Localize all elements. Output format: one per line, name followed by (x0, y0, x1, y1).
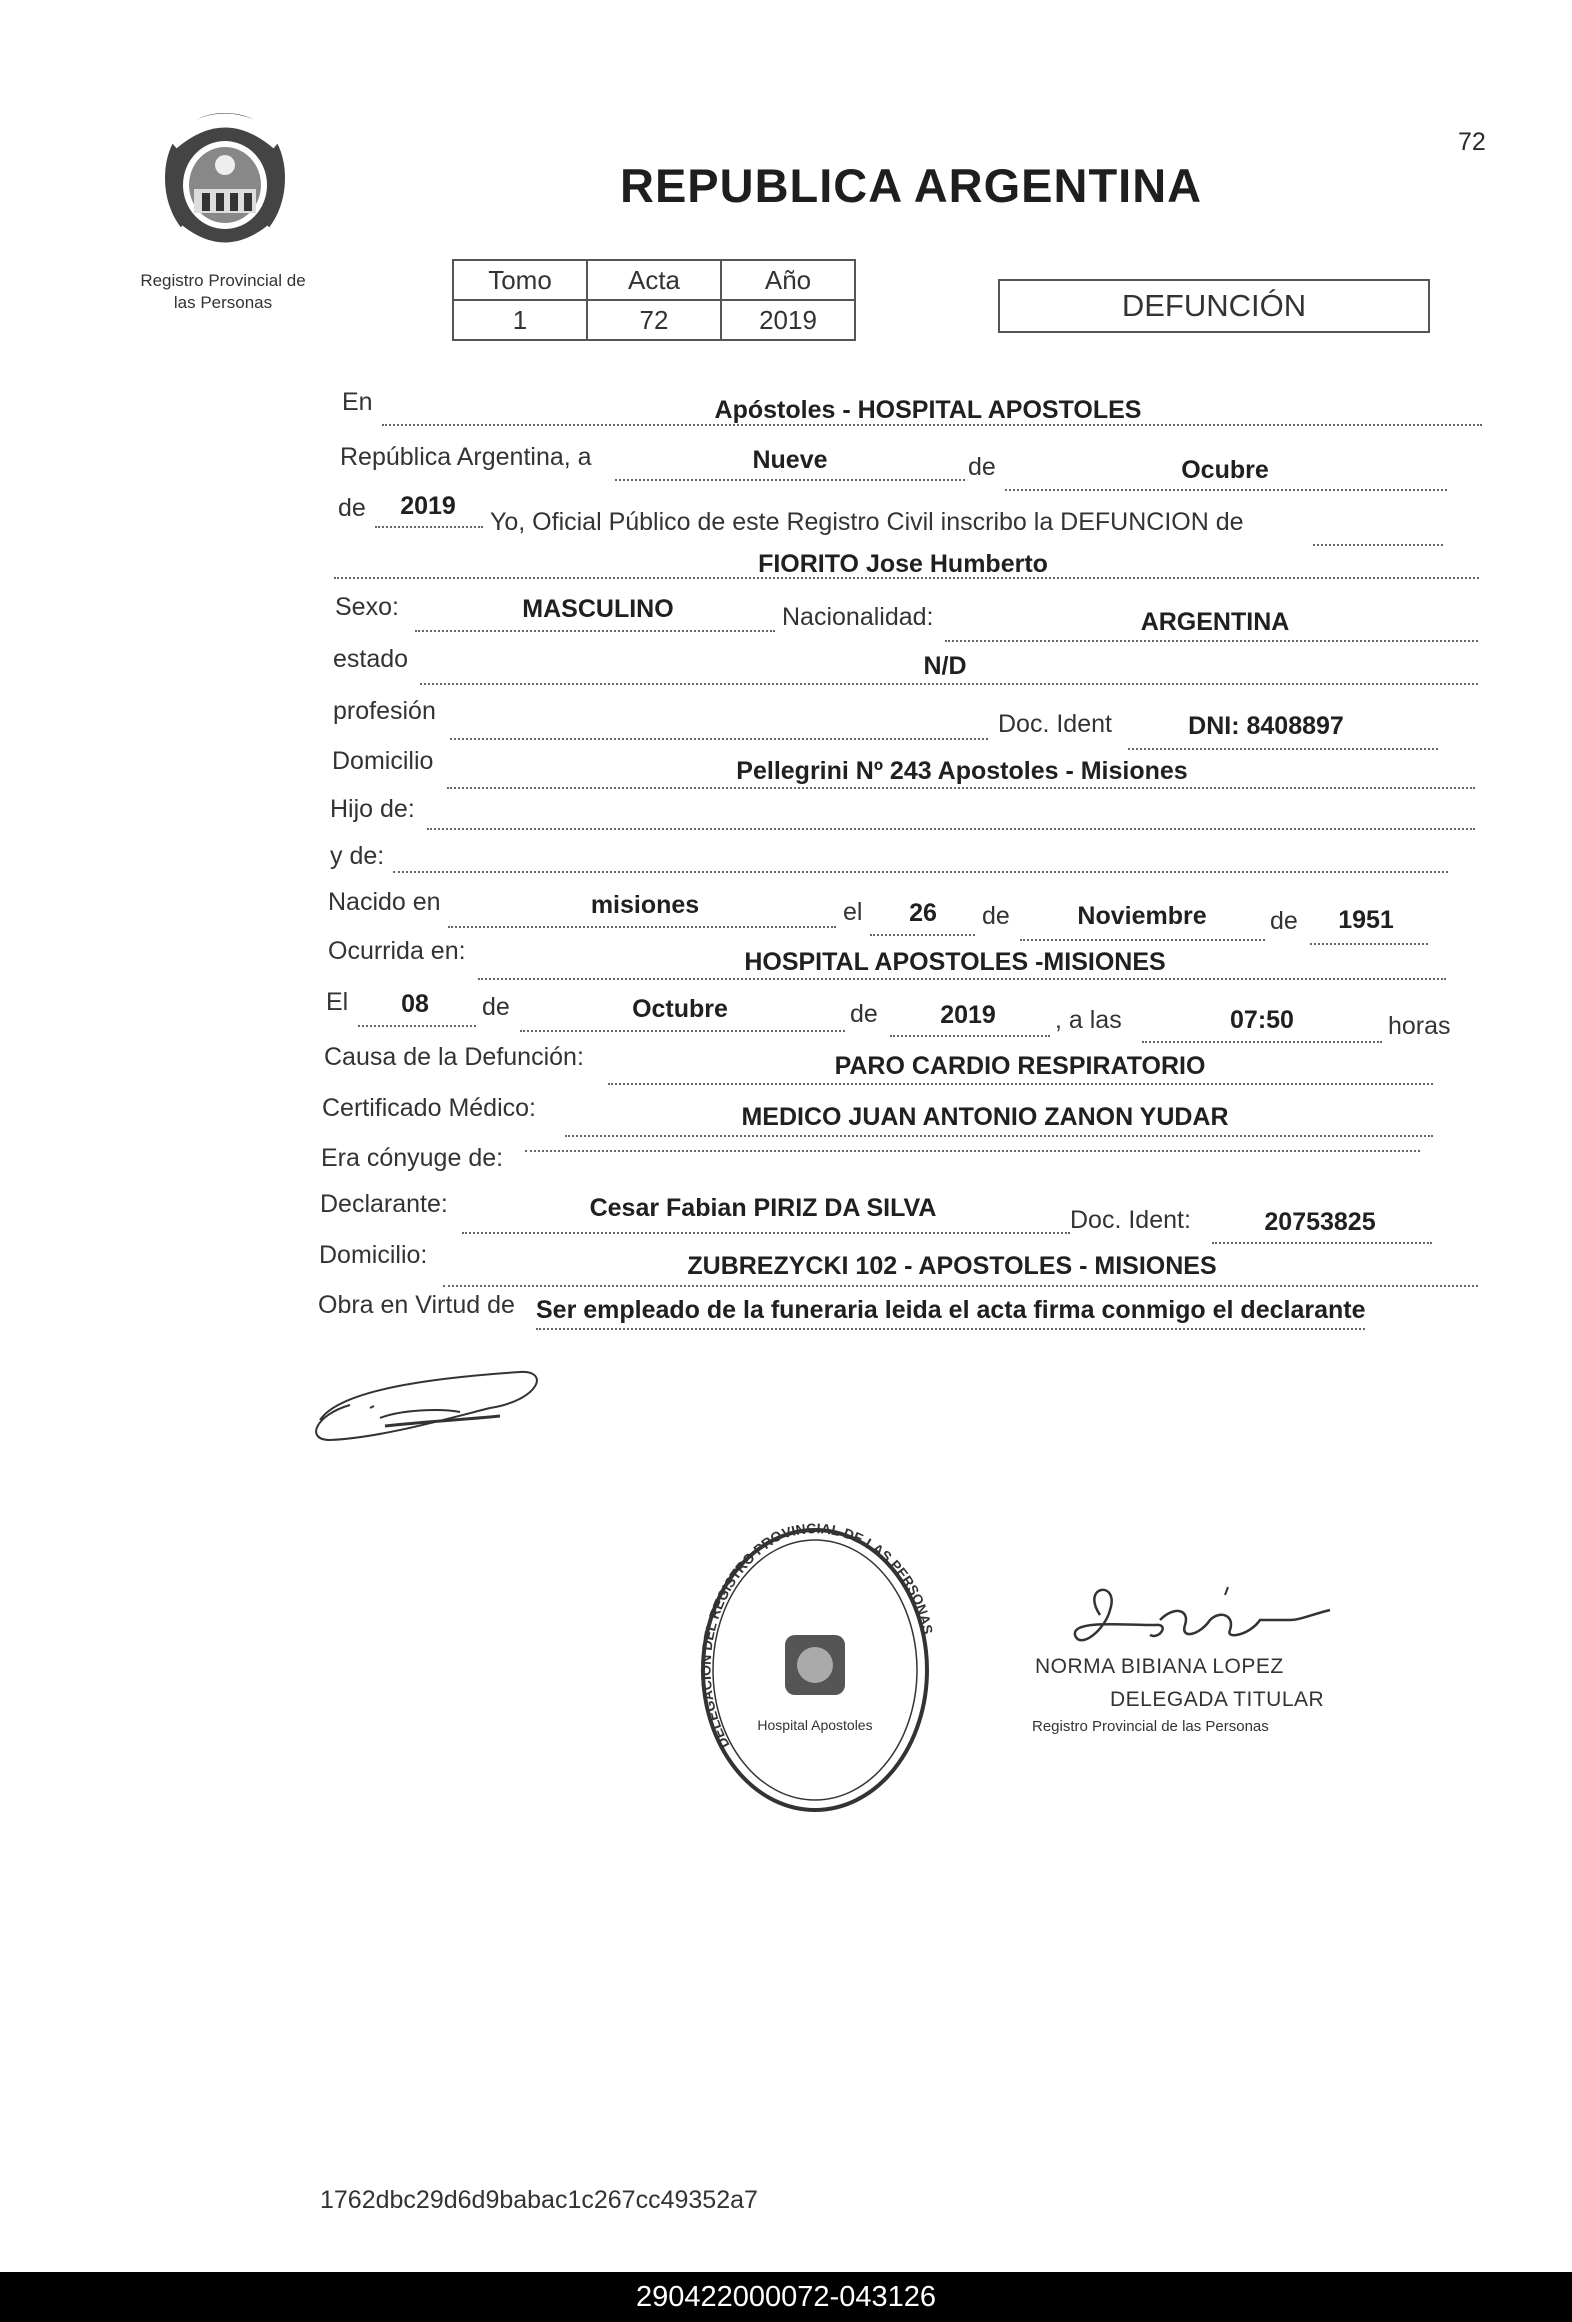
death-day: 08 (401, 990, 429, 1018)
acta-table (452, 259, 856, 341)
domicilio2-label: Domicilio: (319, 1241, 428, 1269)
acta-table-value-row (453, 300, 855, 340)
registry-line-2: las Personas (173, 293, 273, 312)
de-label-6: de (850, 1000, 878, 1028)
certificado-value: MEDICO JUAN ANTONIO ZANON YUDAR (741, 1103, 1229, 1131)
document-hash: 1762dbc29d6d9babac1c267cc49352a7 (320, 2186, 758, 2214)
de-label-1: de (968, 453, 996, 481)
record-type-box (998, 279, 1430, 333)
page-number: 72 (1458, 128, 1486, 156)
registry-line-1: Registro Provincial de (140, 271, 306, 290)
death-year: 2019 (940, 1001, 996, 1029)
acta-value-ano: 2019 (721, 300, 855, 340)
birth-day-dotted-line (870, 934, 975, 936)
day-dotted-line (615, 479, 965, 481)
statement-dotted-line (1313, 544, 1443, 546)
causa-dotted-line (608, 1083, 1433, 1085)
death-month-dotted-line (520, 1030, 845, 1032)
certificado-dotted-line (565, 1135, 1433, 1137)
el2-label: El (326, 988, 349, 1016)
alas-label: , a las (1055, 1006, 1122, 1034)
conyuge-dotted-line (525, 1150, 1420, 1152)
birth-year: 1951 (1338, 906, 1394, 934)
yde-dotted-line (393, 871, 1448, 873)
barcode-footer (0, 2272, 1572, 2322)
domicilio-dotted-line (447, 787, 1475, 789)
profesion-label: profesión (333, 697, 436, 725)
record-type: DEFUNCIÓN (1121, 288, 1307, 323)
obra-value: Ser empleado de la funeraria leida el acta firma conmigo el declarante (536, 1296, 1365, 1330)
obra-label: Obra en Virtud de (318, 1291, 515, 1319)
barcode-text: 290422000072-043126 (636, 2280, 936, 2313)
domicilio-value: Pellegrini Nº 243 Apostoles - Misiones (736, 757, 1188, 785)
acta-header-ano: Año (721, 260, 855, 300)
sexo-value: MASCULINO (522, 595, 674, 623)
conyuge-label: Era cónyuge de: (321, 1144, 504, 1172)
de-label-4: de (1270, 907, 1298, 935)
en-value: Apóstoles - HOSPITAL APOSTOLES (714, 396, 1142, 424)
acta-header-acta: Acta (587, 260, 721, 300)
doc-ident-value: DNI: 8408897 (1188, 712, 1344, 740)
horas-label: horas (1388, 1012, 1451, 1040)
hijo-label: Hijo de: (330, 795, 415, 823)
domicilio-label: Domicilio (332, 747, 434, 775)
declarante-value: Cesar Fabian PIRIZ DA SILVA (589, 1194, 937, 1222)
month-text: Ocubre (1181, 456, 1269, 484)
acta-header-tomo: Tomo (453, 260, 587, 300)
acta-value-acta: 72 (587, 300, 721, 340)
year-dotted-line (375, 526, 483, 528)
estado-dotted-line (420, 683, 1478, 685)
profesion-dotted-line (450, 738, 988, 740)
nacido-label: Nacido en (328, 888, 441, 916)
acta-table-header-row (453, 260, 855, 300)
causa-label: Causa de la Defunción: (324, 1043, 584, 1071)
acta-value-tomo: 1 (453, 300, 587, 340)
estado-value: N/D (923, 652, 967, 680)
domicilio2-value: ZUBREZYCKI 102 - APOSTOLES - MISIONES (687, 1252, 1217, 1280)
de-label-5: de (482, 993, 510, 1021)
sexo-label: Sexo: (335, 593, 399, 621)
certificado-label: Certificado Médico: (322, 1094, 536, 1122)
nacionalidad-label: Nacionalidad: (782, 603, 934, 631)
declarante-dotted-line (462, 1232, 1070, 1234)
birth-year-dotted-line (1310, 943, 1428, 945)
death-time-dotted-line (1142, 1041, 1382, 1043)
ocurrida-value: HOSPITAL APOSTOLES -MISIONES (744, 948, 1166, 976)
ocurrida-dotted-line (478, 978, 1446, 980)
death-year-dotted-line (890, 1035, 1050, 1037)
declarante-label: Declarante: (320, 1190, 448, 1218)
seal-text: DELEGACION DEL REGISTRO PROVINCIAL DE LAS PERSONAS (697, 1520, 937, 1752)
el-label: el (843, 898, 863, 926)
en-label: En (342, 388, 373, 416)
nacionalidad-dotted-line (945, 640, 1478, 642)
de-label-2: de (338, 494, 366, 522)
estado-label: estado (333, 645, 409, 673)
republica-label: República Argentina, a (340, 443, 592, 471)
de-label-3: de (982, 902, 1010, 930)
seal-inner-text: Hospital Apostoles (757, 1717, 873, 1733)
hijo-dotted-line (427, 828, 1475, 830)
official-name: NORMA BIBIANA LOPEZ (1035, 1655, 1284, 1678)
birth-month-dotted-line (1020, 939, 1265, 941)
deceased-name: FIORITO Jose Humberto (758, 550, 1048, 578)
document-title: REPUBLICA ARGENTINA (620, 159, 1203, 212)
ocurrida-label: Ocurrida en: (328, 937, 466, 965)
doc-ident-dotted-line (1128, 748, 1438, 750)
sexo-dotted-line (415, 630, 775, 632)
statement-text: Yo, Oficial Público de este Registro Civil inscribo la DEFUNCION de (490, 508, 1244, 536)
nacionalidad-value: ARGENTINA (1140, 608, 1290, 636)
death-time: 07:50 (1230, 1006, 1294, 1034)
domicilio2-dotted-line (443, 1285, 1478, 1287)
doc-ident2-label: Doc. Ident: (1070, 1206, 1191, 1234)
causa-value: PARO CARDIO RESPIRATORIO (834, 1052, 1206, 1080)
official-role: DELEGADA TITULAR (1110, 1688, 1325, 1711)
death-month: Octubre (632, 995, 728, 1023)
declarant-signature (310, 1360, 550, 1470)
nacido-dotted-line (448, 926, 836, 928)
day-text: Nueve (752, 446, 828, 474)
month-dotted-line (1005, 489, 1447, 491)
doc-ident-label: Doc. Ident (998, 710, 1112, 738)
death-day-dotted-line (358, 1025, 476, 1027)
doc-ident2-dotted-line (1212, 1242, 1432, 1244)
official-institution: Registro Provincial de las Personas (1032, 1718, 1269, 1735)
registry-seal (690, 1515, 940, 1825)
provincia-de-misiones-coat-of-arms-icon (150, 103, 300, 263)
registry-name (118, 270, 328, 314)
birth-day: 26 (909, 899, 937, 927)
yde-label: y de: (330, 842, 385, 870)
nacido-place: misiones (590, 891, 700, 919)
doc-ident2-value: 20753825 (1264, 1208, 1376, 1236)
birth-month: Noviembre (1077, 902, 1207, 930)
year-value: 2019 (400, 492, 456, 520)
